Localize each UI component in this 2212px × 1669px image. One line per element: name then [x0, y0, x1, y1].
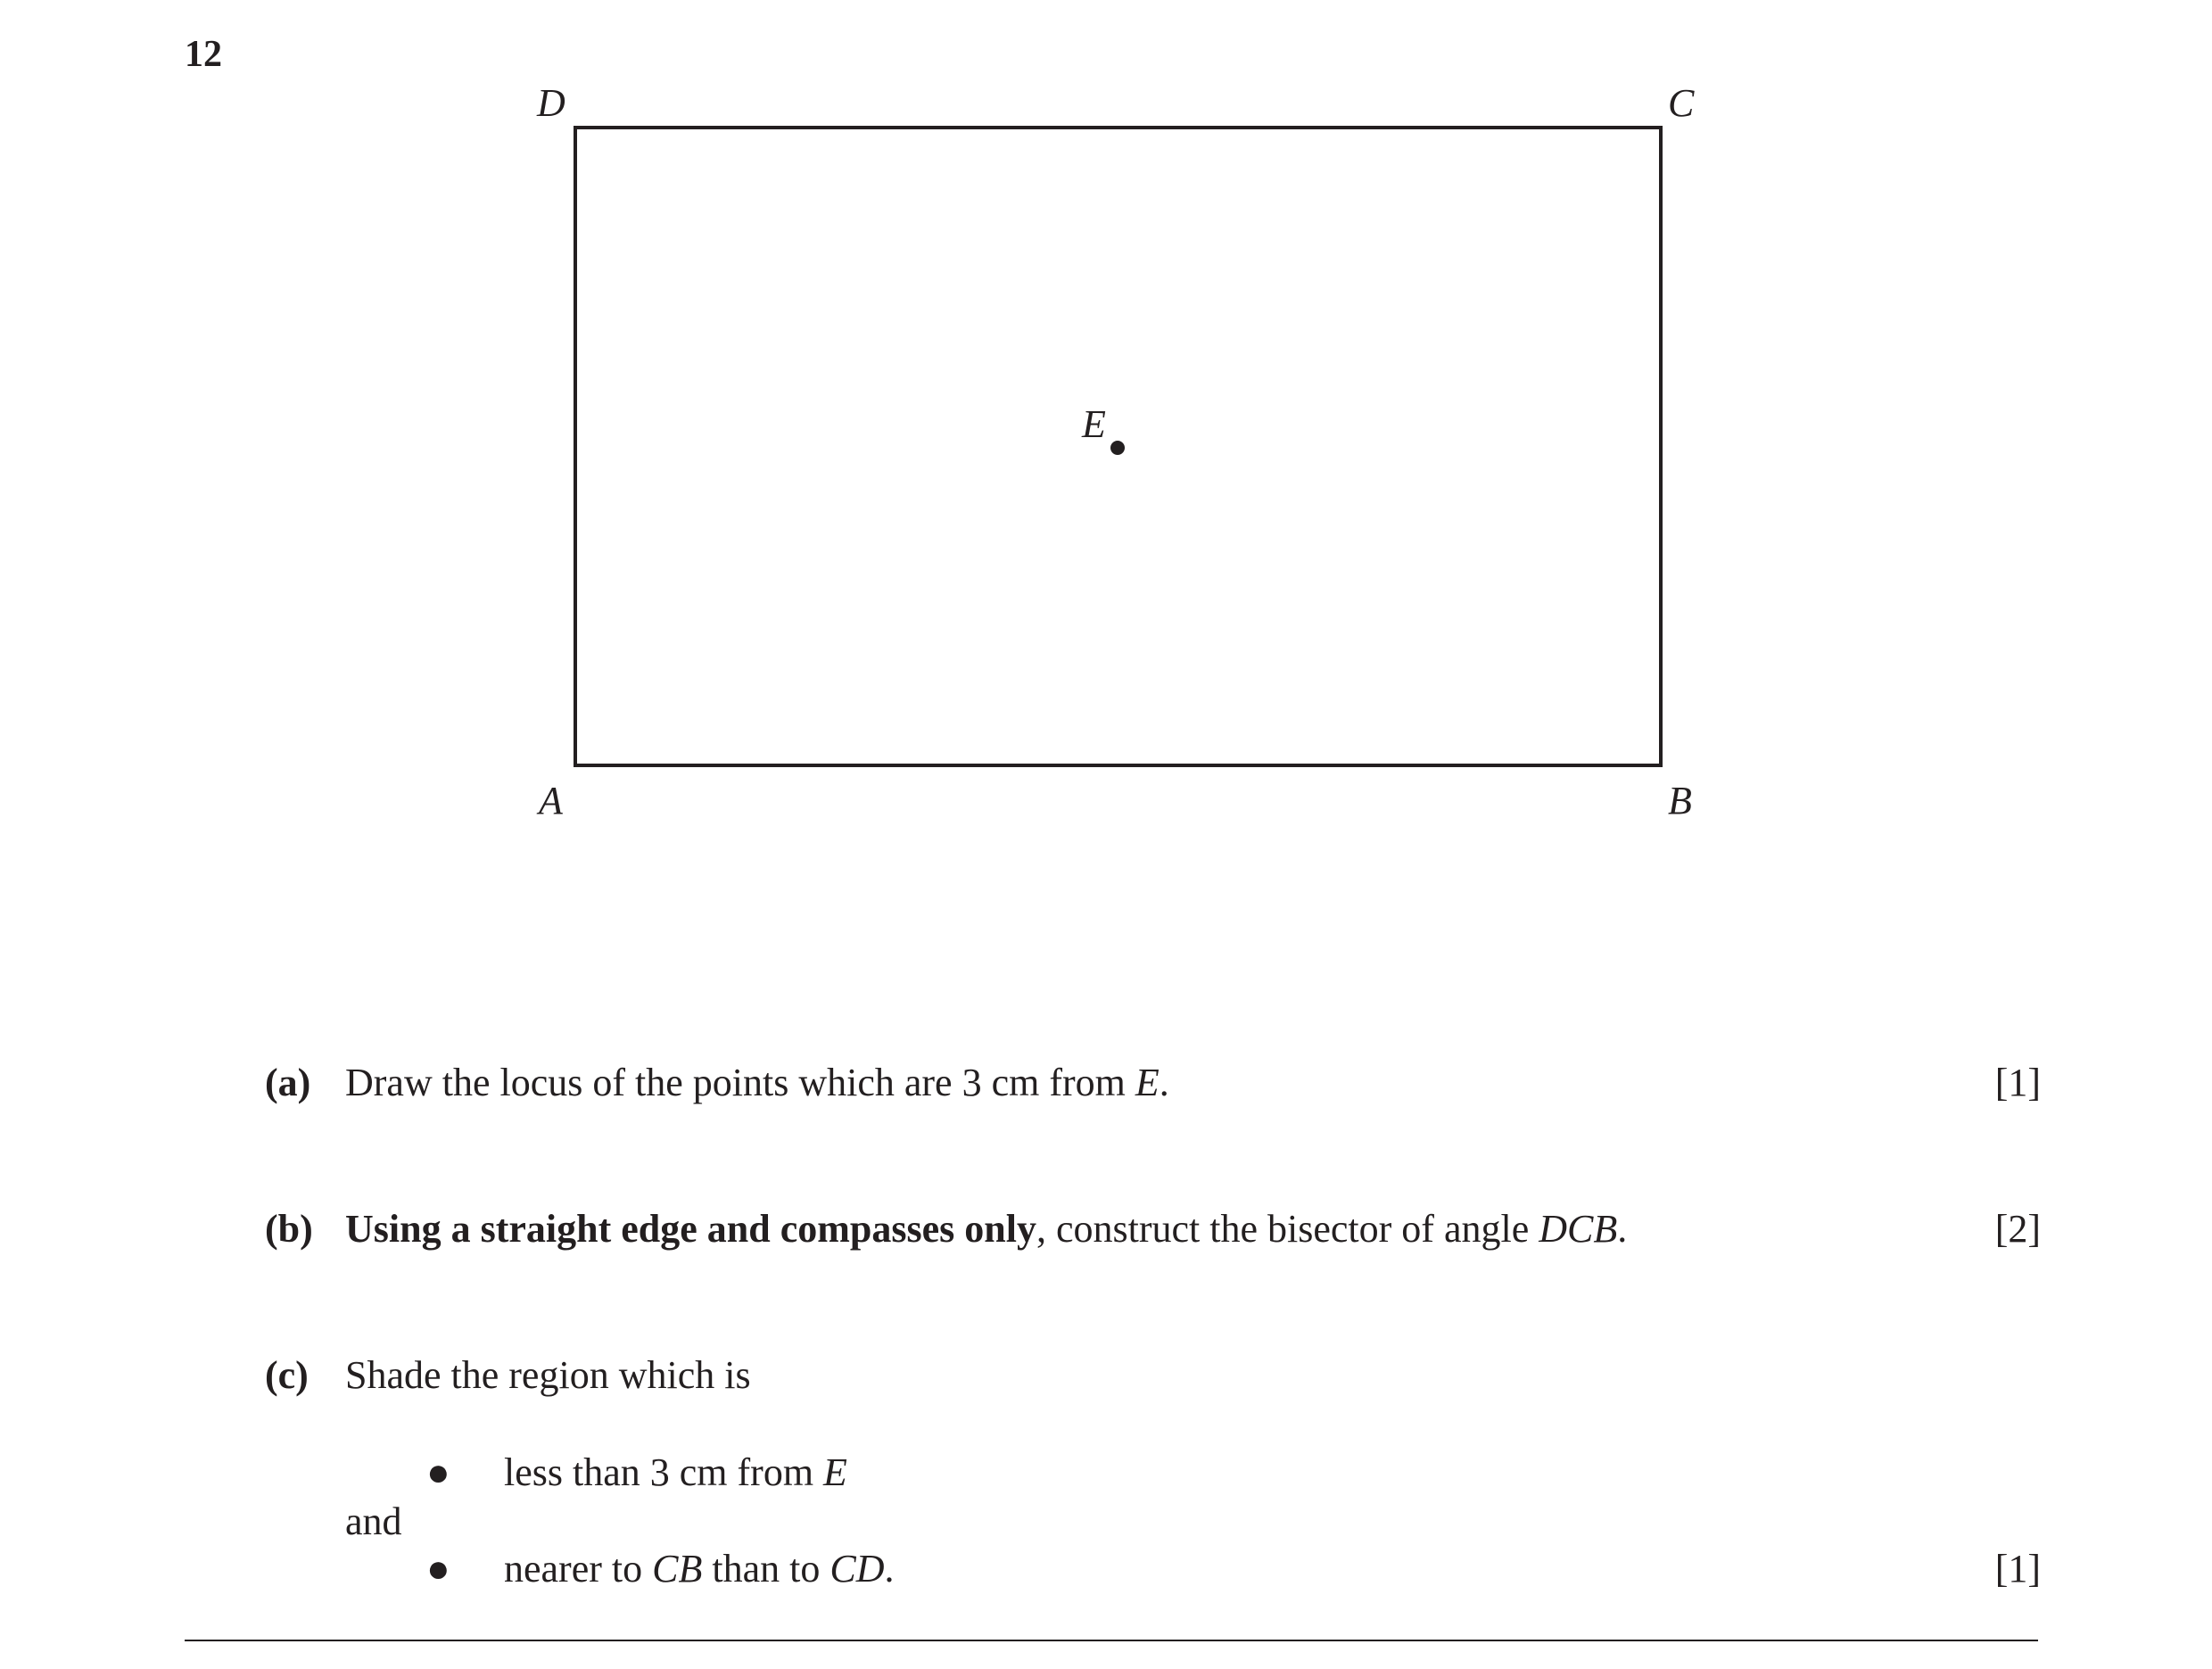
part-c-bullet-2 — [504, 1549, 894, 1589]
part-c-connector: and — [345, 1500, 402, 1543]
point-e-dot — [1110, 441, 1125, 455]
part-a-period: . — [1159, 1061, 1169, 1104]
page-bottom-rule — [185, 1640, 2038, 1641]
bullet-2-line-cd: CD — [830, 1547, 885, 1591]
part-a-label: (a) — [265, 1061, 311, 1104]
part-b-text-main: , construct the bisector of angle — [1036, 1207, 1539, 1251]
bullet-2-line-cb: CB — [652, 1547, 703, 1591]
point-e-label: E — [1082, 402, 1106, 446]
vertex-label-b: B — [1668, 779, 1692, 822]
part-c-bullet-1 — [504, 1450, 847, 1494]
bullet-1-text: less than 3 cm from — [504, 1450, 824, 1494]
bullet-2-icon: ● — [426, 1547, 450, 1591]
part-b-marks: [2] — [1994, 1207, 2041, 1251]
bullet-2-text-start: nearer to — [504, 1547, 653, 1591]
part-c-marks: [1] — [1994, 1547, 2041, 1591]
part-b-label: (b) — [265, 1207, 313, 1251]
bullet-2-period: . — [884, 1547, 895, 1591]
vertex-label-c: C — [1668, 81, 1695, 125]
part-a-text-main: Draw the locus of the points which are 3 cm from — [345, 1061, 1135, 1104]
part-a-point-e: E — [1135, 1061, 1160, 1104]
part-b-text — [345, 1207, 1628, 1251]
part-b-angle-dcb: DCB — [1539, 1207, 1618, 1251]
vertex-label-a: A — [539, 779, 563, 822]
part-c-text: Shade the region which is — [345, 1353, 751, 1397]
bullet-1-point-e: E — [823, 1450, 847, 1494]
part-b-period: . — [1617, 1207, 1628, 1251]
part-c-label: (c) — [265, 1353, 309, 1397]
bullet-1-icon: ● — [426, 1450, 450, 1494]
part-a-text — [345, 1063, 1169, 1103]
bullet-2-text-middle: than to — [702, 1547, 830, 1591]
question-number: 12 — [185, 34, 222, 75]
vertex-label-d: D — [537, 81, 565, 125]
part-a-marks: [1] — [1994, 1061, 2041, 1104]
part-b-bold-instruction: Using a straight edge and compasses only — [345, 1207, 1036, 1251]
